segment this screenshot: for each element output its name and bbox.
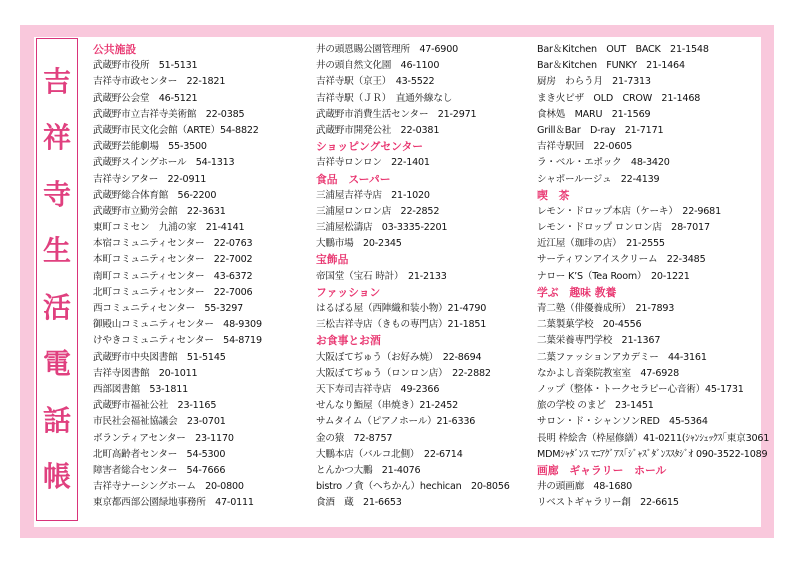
directory-entry: 三浦屋ロンロン店 22-2852 xyxy=(316,205,440,217)
title-char: 吉 xyxy=(42,64,71,98)
directory-entry: レモン・ドロップ ロンロン店 28-7017 xyxy=(537,222,710,234)
directory-entry: 旅の学校 のまど 23-1451 xyxy=(537,400,654,412)
directory-entry: 大鵬市場 20-2345 xyxy=(316,238,402,250)
directory-entry: Bar＆Kitchen FUNKY 21-1464 xyxy=(537,60,685,72)
directory-entry: ナロー K’S（Tea Room） 20-1221 xyxy=(537,270,690,282)
directory-entry: とんかつ大鵬 21-4076 xyxy=(316,464,421,476)
directory-entry: 障害者総合センター 54-7666 xyxy=(93,464,226,476)
directory-entry: 武蔵野市立勤労会館 22-3631 xyxy=(93,205,226,217)
directory-entry: 金の猿 72-8757 xyxy=(316,432,393,444)
directory-entry: 三浦屋松濤店 03-3335-2201 xyxy=(316,222,448,234)
directory-entry: 武蔵野市役所 51-5131 xyxy=(93,60,198,72)
directory-entry: 吉祥寺市政センター 22-1821 xyxy=(93,76,226,88)
directory-entry: ノップ（整体・トークセラピー心音術）45-1731 xyxy=(537,383,744,395)
directory-entry: Grill＆Bar D-ray 21-7171 xyxy=(537,124,664,136)
directory-column-1 xyxy=(93,42,303,511)
category-heading: ファッション xyxy=(316,285,381,299)
directory-column-2 xyxy=(316,42,534,511)
directory-entry: レモン・ドロップ本店（ケーキ） 22-9681 xyxy=(537,205,721,217)
directory-entry: リベストギャラリー創 22-6615 xyxy=(537,497,679,509)
directory-entry: 長明 枠絵舎（枠屋修繕）41-0211(ｼｬﾝｼｪｯｸｽ｢東京3061 xyxy=(537,432,770,444)
page-title xyxy=(36,38,78,521)
directory-entry: 西コミュニティセンター 55-3297 xyxy=(93,303,244,314)
title-char: 寺 xyxy=(42,177,71,211)
category-heading: 宝飾品 xyxy=(316,253,349,267)
directory-entry: シャポールージュ 22-4139 xyxy=(537,173,660,185)
category-heading: 公共施設 xyxy=(93,43,137,56)
directory-entry: 厨房 わらう月 21-7313 xyxy=(537,76,651,88)
category-heading: ショッピングセンター xyxy=(316,140,424,154)
directory-entry: 武蔵野市立吉祥寺美術館 22-0385 xyxy=(93,108,245,120)
directory-entry: 吉祥寺駅（京王） 43-5522 xyxy=(316,76,435,88)
directory-entry: 大鵬本店（バルコ北側） 22-6714 xyxy=(316,448,463,460)
category-heading: 食品 スーパー xyxy=(316,172,391,186)
directory-entry: 武蔵野市福祉公社 23-1165 xyxy=(93,400,217,412)
title-char: 帳 xyxy=(42,460,71,494)
directory-entry: 御殿山コミュニティセンター 48-9309 xyxy=(93,319,262,331)
directory-entry: 吉祥寺シアター 22-0911 xyxy=(93,173,207,185)
directory-entry: まき火ピザ OLD CROW 21-1468 xyxy=(537,92,701,104)
category-heading: 喫 茶 xyxy=(537,188,570,202)
directory-entry: 武蔵野総合体育館 56-2200 xyxy=(93,189,217,201)
directory-entry: 吉祥寺駅回 22-0605 xyxy=(537,141,633,153)
title-char: 活 xyxy=(42,290,71,324)
directory-entry: 本宿コミュニティセンター 22-0763 xyxy=(93,238,253,250)
directory-entry: 市民社会福祉協議会 23-0701 xyxy=(93,416,226,428)
directory-entry: 吉祥寺ナーシングホーム 20-0800 xyxy=(93,481,244,493)
directory-column-3 xyxy=(537,42,777,511)
directory-entry: 南町コミュニティセンター 43-6372 xyxy=(93,270,253,282)
directory-entry: けやきコミュニティセンター 54-8719 xyxy=(93,335,262,347)
directory-entry: 帝国堂（宝石 時計） 21-2133 xyxy=(316,270,447,282)
directory-entry: 三松吉祥寺店（きもの専門店）21-1851 xyxy=(316,319,487,331)
directory-entry: 吉祥寺ロンロン 22-1401 xyxy=(316,157,430,169)
directory-entry: はるばる屋（西陣織和装小物）21-4790 xyxy=(316,303,487,314)
directory-entry: bistro ノ貪（へちかん）hechican 20-8056 xyxy=(316,481,510,493)
title-char: 話 xyxy=(42,403,71,437)
directory-entry: MDMｼｬﾀﾞﾝｽ ﾏﾆｱｸﾞｱｽ｢ｼﾞｬｽﾞﾀﾞﾝｽｽﾀｼﾞｵ 090-3522-1089 xyxy=(537,448,768,460)
directory-entry: サロン・ド・シャンソンRED 45-5364 xyxy=(537,416,708,428)
directory-entry: 食酒 蔵 21-6653 xyxy=(316,497,402,509)
directory-entry: 青二塾（俳優養成所） 21-7893 xyxy=(537,303,675,314)
directory-entry: 武蔵野市開発公社 22-0381 xyxy=(316,124,440,136)
directory-entry: 西部図書館 53-1811 xyxy=(93,383,189,395)
directory-entry: 武蔵野公会堂 46-5121 xyxy=(93,92,198,104)
directory-entry: 近江屋（珈琲の店） 21-2555 xyxy=(537,238,665,250)
directory-entry: サムタイム（ピアノホール）21-6336 xyxy=(316,416,476,428)
directory-entry: ラ・ベル・エポック 48-3420 xyxy=(537,157,670,169)
directory-entry: 武蔵野市民文化会館（ARTE）54-8822 xyxy=(93,124,259,136)
directory-entry: 三浦屋吉祥寺店 21-1020 xyxy=(316,189,430,201)
category-heading: お食事とお酒 xyxy=(316,334,381,348)
directory-entry: 井の頭自然文化園 46-1100 xyxy=(316,60,440,72)
directory-entry: 吉祥寺駅（ＪＲ） 直通外線なし xyxy=(316,92,453,104)
directory-entry: 大阪ぼてぢゅう（お好み焼） 22-8694 xyxy=(316,351,482,363)
directory-entry: せんなり鮨屋（串焼き）21-2452 xyxy=(316,400,459,412)
directory-entry: 武蔵野芸能劇場 55-3500 xyxy=(93,141,207,153)
directory-entry: サーティワンアイスクリーム 22-3485 xyxy=(537,254,706,266)
directory-entry: 本町コミュニティセンター 22-7002 xyxy=(93,254,253,266)
title-char: 電 xyxy=(42,347,71,381)
directory-entry: 二葉栄養専門学校 21-1367 xyxy=(537,335,661,347)
directory-entry: 武蔵野スイングホール 54-1313 xyxy=(93,157,235,169)
directory-entry: Bar＆Kitchen OUT BACK 21-1548 xyxy=(537,44,709,55)
directory-entry: 二葉製菓学校 20-4556 xyxy=(537,319,642,331)
directory-entry: 食林処 MARU 21-1569 xyxy=(537,108,651,120)
directory-entry: ボランティアセンター 23-1170 xyxy=(93,432,234,444)
directory-entry: 大阪ぼてぢゅう（ロンロン店） 22-2882 xyxy=(316,367,491,379)
category-heading: 画廊 ギャラリー ホール xyxy=(537,463,667,477)
directory-entry: 天下寿司吉祥寺店 49-2366 xyxy=(316,383,440,395)
directory-entry: 井の頭恩賜公園管理所 47-6900 xyxy=(316,44,459,55)
directory-entry: 吉祥寺図書館 20-1011 xyxy=(93,367,198,379)
title-char: 生 xyxy=(42,234,71,268)
directory-entry: 北町コミュニティセンター 22-7006 xyxy=(93,286,253,298)
directory-entry: 二葉ファッションアカデミー 44-3161 xyxy=(537,351,707,363)
title-char: 祥 xyxy=(42,121,71,155)
directory-entry: 武蔵野市消費生活センター 21-2971 xyxy=(316,108,477,120)
directory-entry: 東町コミセン 九浦の家 21-4141 xyxy=(93,222,245,234)
directory-entry: 武蔵野市中央図書館 51-5145 xyxy=(93,351,226,363)
directory-entry: なかよし音楽院教室室 47-6928 xyxy=(537,367,680,379)
directory-entry: 井の頭画廊 48-1680 xyxy=(537,481,633,493)
directory-entry: 東京都西部公園緑地事務所 47-0111 xyxy=(93,497,254,509)
directory-entry: 北町高齢者センター 54-5300 xyxy=(93,448,226,460)
category-heading: 学ぶ 趣味 教養 xyxy=(537,285,617,299)
